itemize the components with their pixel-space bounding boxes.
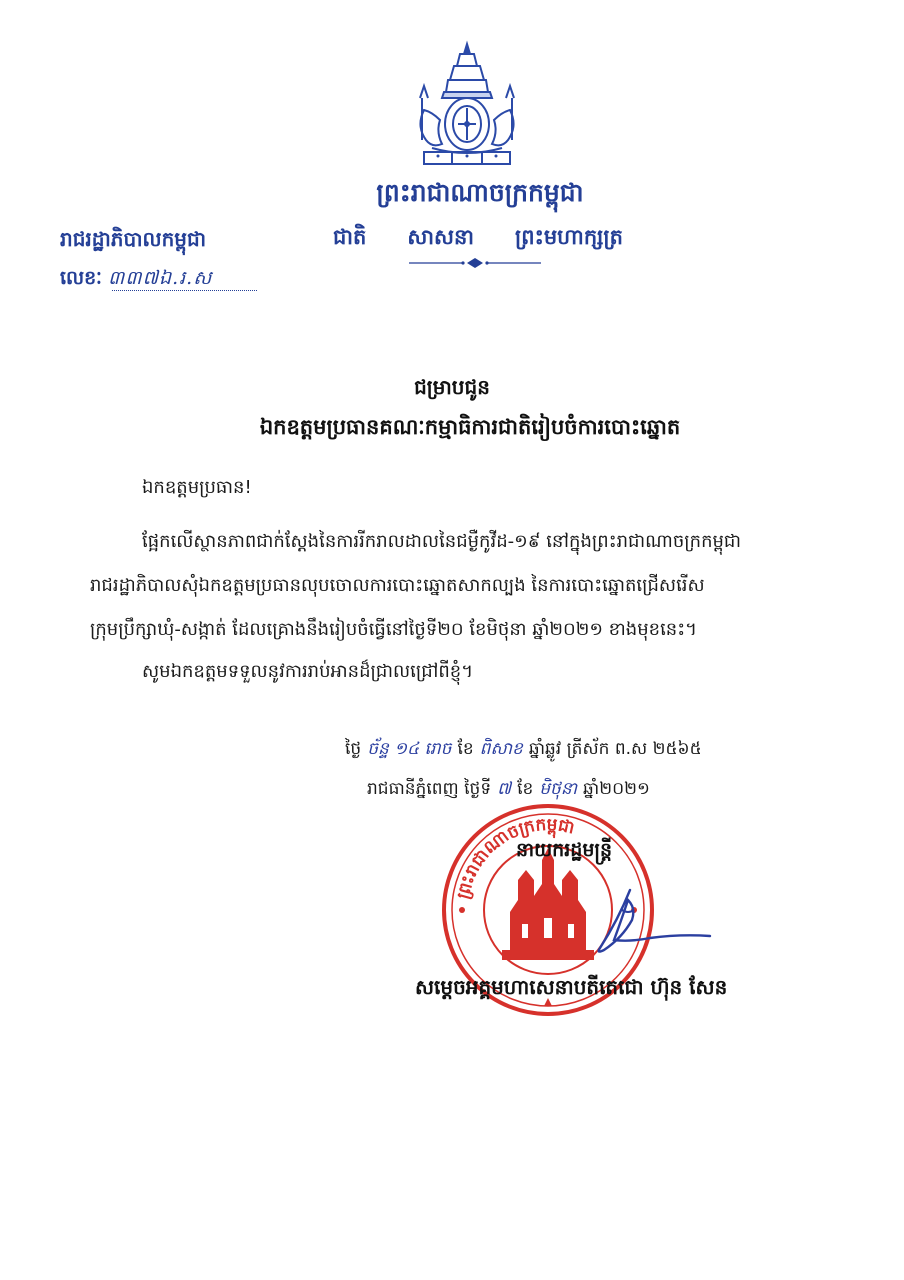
place-date-prefix: រាជធានីភ្នំពេញ ថ្ងៃទី xyxy=(367,779,492,799)
salutation: ឯកឧត្តមប្រធាន! xyxy=(142,477,252,498)
handwritten-month: មិថុនា xyxy=(539,779,578,799)
handwritten-day: ៧ xyxy=(497,779,512,799)
handwritten-signature-icon xyxy=(570,880,720,960)
kingdom-title: ព្រះរាជាណាចក្រកម្ពុជា xyxy=(376,178,584,207)
reference-value: ៣៣៧ឯ.រ.ស xyxy=(107,267,213,289)
reference-dotted-line xyxy=(112,290,257,291)
handwritten-lunar-day: ច័ន្ទ ១៤ រោច xyxy=(367,739,452,759)
letter-to: ជម្រាបជូន xyxy=(414,375,490,399)
signer-name: សម្តេចអគ្គមហាសេនាបតីតេជោ ហ៊ុន សែន xyxy=(415,975,728,999)
closing-sentence: សូមឯកឧត្តមទទួលនូវការរាប់អានដ៏ជ្រាលជ្រៅពីខ្ញុំ។ xyxy=(142,661,474,682)
letter-paragraph xyxy=(90,520,850,652)
reference-label: លេខៈ xyxy=(60,267,102,289)
date-prefix: ថ្ងៃ xyxy=(345,739,362,759)
motto-nation: ជាតិ xyxy=(333,225,367,249)
month-label: ខែ xyxy=(457,739,474,759)
government-name: រាជរដ្ឋាភិបាលកម្ពុជា xyxy=(60,227,206,251)
seal-text: ព្រះរាជាណាចក្រកម្ពុជា xyxy=(453,814,577,902)
letter-recipient: ឯកឧត្តមប្រធានគណៈកម្មាធិការជាតិរៀបចំការបោះឆ្នោត xyxy=(259,415,681,439)
year-suffix: ឆ្នាំ២០២១ xyxy=(583,779,650,799)
motto-king: ព្រះមហាក្សត្រ xyxy=(515,225,623,249)
divider-ornament-icon xyxy=(405,256,545,270)
month-label-2: ខែ xyxy=(517,779,534,799)
prime-minister-title: នាយករដ្ឋមន្ត្រី xyxy=(516,839,613,861)
paragraph-line-2: រាជរដ្ឋាភិបាលសុំឯកឧត្តមប្រធានលុបចោលការបោះឆ្នោតសាកល្បង នៃការបោះឆ្នោតជ្រើសរើស xyxy=(90,575,705,596)
paragraph-line-1: ផ្អែកលើស្ថានភាពជាក់ស្តែងនៃការរីករាលដាលនៃជម្ងឺកូវីដ-១៩ នៅក្នុងព្រះរាជាណាចក្រកម្ពុជា xyxy=(142,531,742,552)
lunar-year: ឆ្នាំឆ្លូវ ត្រីស័ក ព.ស ២៥៦៥ xyxy=(528,739,702,759)
national-motto xyxy=(333,224,623,255)
handwritten-lunar-month: ពិសាខ xyxy=(479,739,523,759)
royal-coat-of-arms-icon xyxy=(402,40,532,168)
lunar-date-line xyxy=(345,738,702,763)
paragraph-line-3: ក្រុមប្រឹក្សាឃុំ-សង្កាត់ ដែលគ្រោងនឹងរៀបចំធ្វើនៅថ្ងៃទី២០ ខែមិថុនា ឆ្នាំ២០២១ ខាងមុខនេះ។ xyxy=(90,619,697,640)
motto-religion: សាសនា xyxy=(407,225,474,249)
